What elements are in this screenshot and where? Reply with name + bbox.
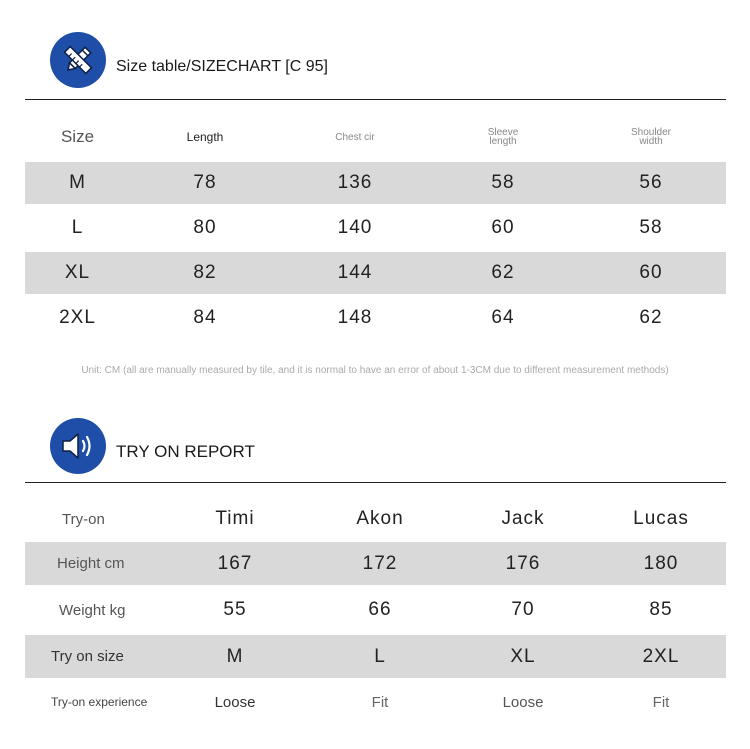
speaker-icon	[50, 418, 106, 474]
table-cell: 84	[193, 307, 217, 328]
table-cell: XL	[25, 252, 130, 294]
table-cell: Fit	[371, 693, 389, 711]
header-model: Jack	[501, 508, 545, 529]
table-cell: Loose	[214, 693, 256, 711]
table-cell: 58	[430, 162, 576, 204]
table-cell: 2XL	[59, 307, 96, 328]
table-cell: L	[71, 217, 84, 238]
size-table-header-row	[25, 112, 726, 162]
table-cell: Loose	[502, 693, 544, 711]
header-chest: Chest cir	[335, 131, 375, 143]
size-table	[25, 112, 726, 342]
try-on-header-row	[25, 496, 726, 542]
table-cell: 62	[430, 252, 576, 294]
table-row	[25, 204, 726, 252]
row-label: Height cm	[25, 542, 160, 585]
table-cell: 64	[491, 307, 515, 328]
table-cell: 167	[160, 542, 310, 585]
table-row	[25, 678, 726, 726]
table-cell: M	[160, 635, 310, 678]
header-try-on: Try-on	[62, 510, 105, 528]
size-table-divider	[25, 99, 726, 100]
header-length: Length	[186, 130, 224, 144]
table-cell: 144	[280, 252, 430, 294]
table-cell: L	[310, 635, 450, 678]
try-on-title: TRY ON REPORT	[116, 442, 255, 461]
table-cell: 66	[368, 599, 392, 620]
table-cell: 85	[649, 599, 673, 620]
header-shoulder: Shoulder width	[630, 127, 672, 147]
row-label: Weight kg	[59, 601, 126, 619]
table-cell: M	[25, 162, 130, 204]
table-cell: 2XL	[596, 635, 726, 678]
table-cell: 176	[450, 542, 596, 585]
row-label: Try-on experience	[51, 695, 148, 709]
table-cell: 55	[223, 599, 247, 620]
unit-note: Unit: CM (all are manually measured by tile, and it is normal to have an error of about 1-3CM due to different measurement methods)	[81, 365, 669, 376]
table-cell: 62	[639, 307, 663, 328]
table-cell: 60	[576, 252, 726, 294]
table-row	[25, 585, 726, 635]
table-cell: 70	[511, 599, 535, 620]
header-model: Akon	[356, 508, 404, 529]
table-cell: 78	[130, 162, 280, 204]
header-sleeve: Sleeve length	[487, 127, 519, 147]
size-table-header	[0, 30, 750, 90]
header-model: Lucas	[633, 508, 689, 529]
table-row	[25, 162, 726, 204]
table-cell: 140	[337, 217, 373, 238]
table-cell: 60	[491, 217, 515, 238]
table-row	[25, 635, 726, 678]
size-table-title: Size table/SIZECHART [C 95]	[116, 58, 328, 75]
table-cell: 58	[639, 217, 663, 238]
table-cell: 136	[280, 162, 430, 204]
table-cell: 56	[576, 162, 726, 204]
header-model: Timi	[215, 508, 255, 529]
table-row	[25, 294, 726, 342]
row-label: Try on size	[25, 635, 160, 678]
pencil-ruler-icon	[50, 32, 106, 88]
table-cell: 80	[193, 217, 217, 238]
try-on-table	[25, 496, 726, 726]
table-cell: 172	[310, 542, 450, 585]
try-on-header	[0, 416, 750, 476]
table-cell: Fit	[652, 693, 670, 711]
table-row	[25, 542, 726, 585]
table-cell: 148	[337, 307, 373, 328]
table-cell: 180	[596, 542, 726, 585]
header-size: Size	[60, 127, 95, 146]
table-cell: 82	[130, 252, 280, 294]
table-cell: XL	[450, 635, 596, 678]
try-on-divider	[25, 482, 726, 483]
table-row	[25, 252, 726, 294]
